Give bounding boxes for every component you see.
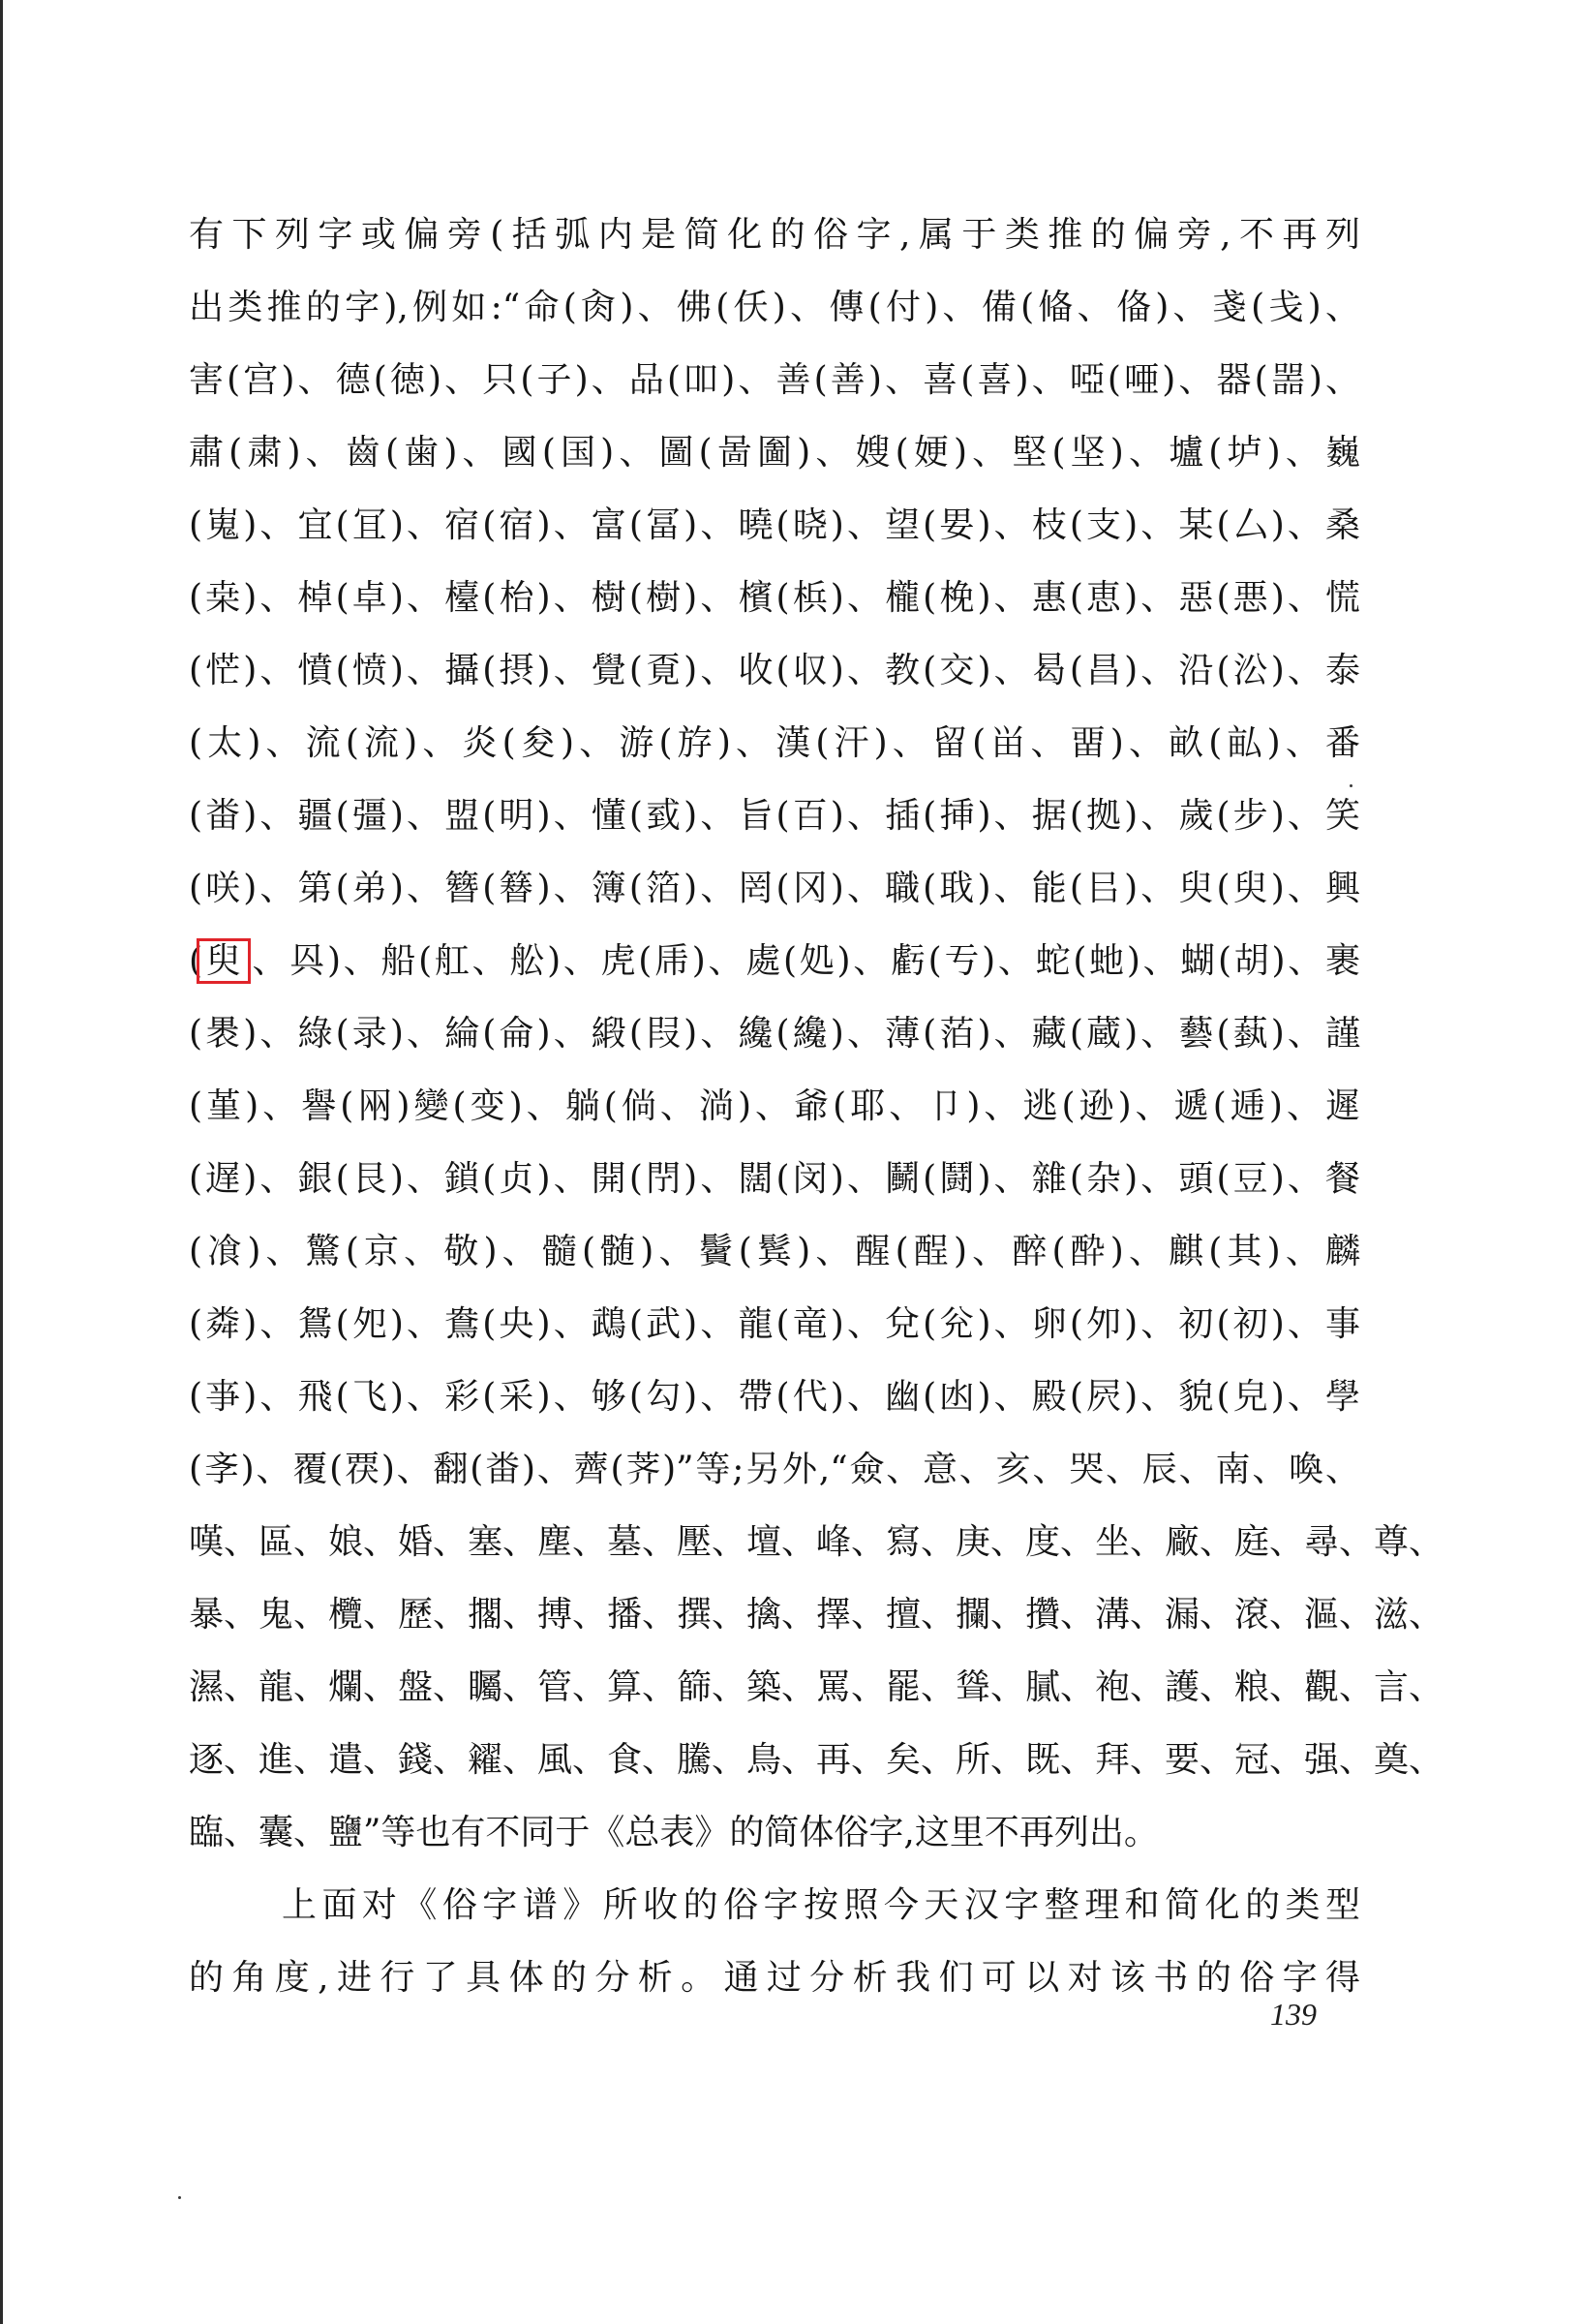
text-line: 肅(粛)、齒(歯)、國(国)、圖(啚圗)、嫂(㛐)、堅(坚)、壚(垆)、巍: [189, 433, 1360, 473]
text-line: 害(宫)、德(徳)、只(子)、品(吅)、善(善)、喜(喜)、啞(唖)、器(噐)、: [189, 360, 1360, 400]
scan-speck: [1350, 784, 1352, 787]
text-line-highlighted: (臾 、㒷)、船(舡、舩)、虎(乕)、處(処)、虧(亐)、蛇(虵)、蝴(胡)、裹: [189, 925, 1360, 997]
text-line: (飡)、驚(京、敬)、髓(髄)、鬢(鬂)、醒(酲)、醉(酔)、麒(其)、麟: [189, 1232, 1360, 1271]
text-line: (斈)、覆(覄)、翻(畨)、薺(荠)”等;另外,“僉、意、亥、哭、辰、南、喚、: [189, 1450, 1360, 1489]
text-line: (桒)、棹(卓)、檯(枱)、樹(樹)、檳(梹)、櫳(梚)、惠(恵)、惡(悪)、慌: [189, 578, 1360, 618]
text-line: 臨、囊、鹽”等也有不同于《总表》的简体俗字,这里不再列出。: [189, 1813, 1159, 1852]
text-line: 嘆、區、娘、婚、塞、塵、墓、壓、壇、峰、寫、庚、度、坐、廠、庭、尋、尊、: [189, 1522, 1444, 1562]
text-line: (褁)、綠(录)、綸(侖)、緞(叚)、纔(纔)、薄(萡)、藏(蔵)、藝(蓺)、謹: [189, 1014, 1360, 1054]
paragraph-start-line: 上面对《俗字谱》所收的俗字按照今天汉字整理和简化的类型: [282, 1885, 1360, 1925]
text-line: 濕、龍、爛、盤、矚、管、算、篩、築、罵、罷、聳、膩、袍、護、粮、觀、言、: [189, 1667, 1444, 1707]
scan-speck: [178, 2196, 181, 2199]
text-line-rest: 、㒷)、船(舡、舩)、虎(乕)、處(処)、虧(亐)、蛇(虵)、蝴(胡)、裹: [252, 941, 1360, 981]
text-line: (堇)、譽(㒳)變(变)、躺(倘、淌)、爺(耶、卩)、逃(逊)、遞(逓)、遲: [189, 1086, 1360, 1126]
text-line: 逐、進、遣、錢、糴、風、食、騰、鳥、再、矣、所、既、拜、要、冠、强、奠、: [189, 1740, 1444, 1780]
text-line: 出类推的字),例如:“命(肏)、佛(仸)、傳(付)、備(偹、俻)、戔(戋)、: [189, 288, 1360, 327]
page-edge: [0, 0, 3, 2324]
text-line: (粦)、鴛(夗)、鴦(央)、鵡(武)、龍(竜)、兌(兊)、卵(夘)、初(初)、事: [189, 1304, 1360, 1344]
text-line: (畨)、疆(彊)、盟(明)、懂(㦶)、旨(百)、插(挿)、据(拠)、歲(步)、笑: [189, 796, 1360, 836]
highlighted-character[interactable]: 臾: [197, 938, 250, 984]
text-line: (亊)、飛(飞)、彩(采)、够(勾)、帶(代)、幽(凼)、殿(屄)、貌(皃)、學: [189, 1377, 1360, 1417]
page-number: 139: [1270, 1997, 1317, 2032]
body-text: [189, 199, 1444, 2014]
text-line: 暴、鬼、欖、歷、擱、搏、播、撰、擒、擇、擅、攔、攢、溝、漏、滾、漚、滋、: [189, 1595, 1444, 1635]
text-line: 有下列字或偏旁(括弧内是简化的俗字,属于类推的偏旁,不再列: [189, 215, 1360, 255]
text-line: 的角度,进行了具体的分析。通过分析我们可以对该书的俗字得: [189, 1958, 1360, 1998]
text-line: (太)、流(流)、炎(夋)、游(斿)、漢(汗)、留(畄、畱)、畝(畆)、番: [189, 723, 1360, 763]
text-line: (咲)、第(弟)、簪(簮)、簿(箔)、罔(冈)、職(聀)、能(㠯)、臾(臾)、興: [189, 869, 1360, 908]
text-line: (遅)、銀(艮)、鎖(贞)、開(閅)、闊(闵)、鬭(鬪)、雜(杂)、頭(豆)、餐: [189, 1159, 1360, 1199]
text-line: (恾)、憤(愤)、攝(摂)、覺(覔)、收(収)、教(交)、曷(昌)、沿(㳂)、泰: [189, 651, 1360, 690]
text-line: (嵬)、宜(冝)、宿(宿)、富(冨)、曉(晓)、望(㚻)、枝(支)、某(厶)、桑: [189, 505, 1360, 545]
